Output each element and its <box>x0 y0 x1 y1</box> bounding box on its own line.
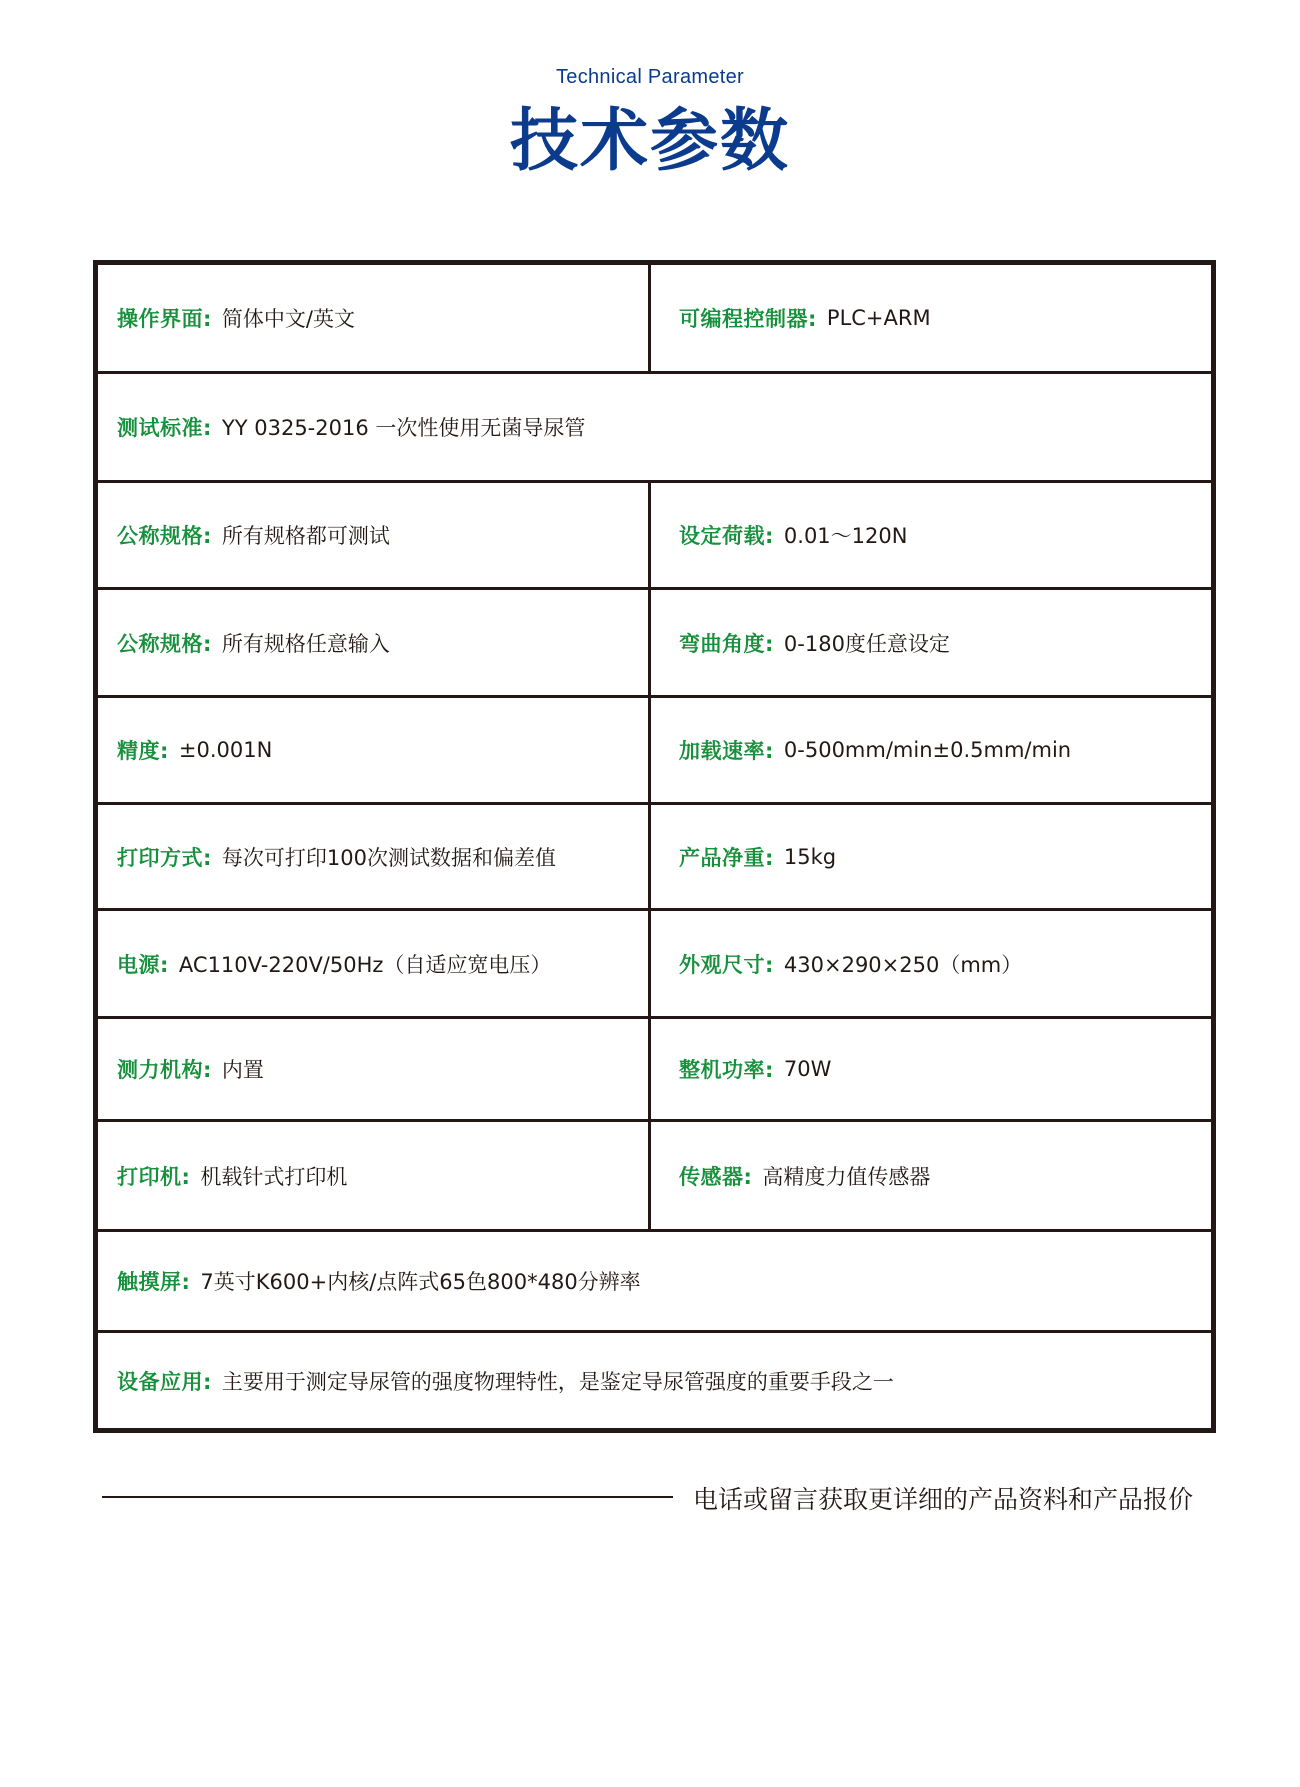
spec-test-standard <box>98 374 1211 480</box>
spec-value: 主要用于测定导尿管的强度物理特性，是鉴定导尿管强度的重要手段之一 <box>221 1369 894 1394</box>
spec-value: 0-500mm/min±0.5mm/min <box>783 738 1072 762</box>
spec-label: 整机功率: <box>679 1058 774 1082</box>
page-title: 技术参数 <box>509 102 790 181</box>
spec-value: 内置 <box>221 1058 264 1082</box>
spec-bending-angle <box>651 590 1211 695</box>
spec-value: 所有规格都可测试 <box>221 524 390 548</box>
spec-label: 触摸屏: <box>117 1270 191 1294</box>
spec-label: 测试标准: <box>117 416 212 440</box>
spec-value: 简体中文/英文 <box>221 307 355 331</box>
spec-value: ±0.001N <box>178 738 273 762</box>
spec-value: 7英寸K600+内核/点阵式65色800*480分辨率 <box>200 1270 641 1294</box>
spec-nominal-size-testable <box>98 483 651 587</box>
spec-label: 电源: <box>117 952 169 977</box>
spec-total-power <box>651 1019 1211 1119</box>
spec-operation-interface <box>98 265 651 371</box>
spec-label: 设备应用: <box>117 1369 212 1394</box>
spec-set-load <box>651 483 1211 587</box>
spec-power-supply <box>98 911 651 1016</box>
spec-row <box>98 1019 1211 1122</box>
spec-label: 打印机: <box>117 1164 191 1189</box>
spec-label: 传感器: <box>679 1164 753 1189</box>
spec-value: 0-180度任意设定 <box>783 631 950 656</box>
spec-dimensions <box>651 911 1211 1016</box>
spec-net-weight <box>651 805 1211 908</box>
spec-value: AC110V-220V/50Hz（自适应宽电压） <box>178 952 552 977</box>
spec-value: 所有规格任意输入 <box>221 631 390 656</box>
page-subtitle: Technical Parameter <box>555 66 744 88</box>
spec-label: 精度: <box>117 739 169 763</box>
spec-sensor <box>651 1122 1211 1229</box>
spec-label: 操作界面: <box>117 307 212 331</box>
spec-value: YY 0325-2016 一次性使用无菌导尿管 <box>221 416 586 440</box>
spec-row <box>98 805 1211 911</box>
spec-row <box>98 1122 1211 1232</box>
spec-row <box>98 590 1211 698</box>
spec-row <box>98 265 1211 374</box>
spec-force-mechanism <box>98 1019 651 1119</box>
spec-label: 打印方式: <box>117 845 212 870</box>
footer-divider <box>102 1496 673 1498</box>
spec-value: 机载针式打印机 <box>200 1164 348 1189</box>
spec-label: 外观尺寸: <box>679 952 774 977</box>
spec-printer <box>98 1122 651 1229</box>
spec-value: 70W <box>783 1057 832 1081</box>
spec-precision <box>98 698 651 802</box>
spec-table <box>93 260 1216 1433</box>
spec-value: 高精度力值传感器 <box>762 1164 931 1189</box>
spec-row <box>98 374 1211 483</box>
spec-print-mode <box>98 805 651 908</box>
spec-label: 公称规格: <box>117 524 212 548</box>
spec-label: 加载速率: <box>679 739 774 763</box>
spec-row <box>98 483 1211 590</box>
spec-application <box>98 1333 1211 1428</box>
spec-label: 设定荷载: <box>679 524 774 548</box>
spec-nominal-size-input <box>98 590 651 695</box>
spec-row <box>98 1333 1211 1428</box>
spec-value: PLC+ARM <box>826 306 931 330</box>
spec-value: 15kg <box>783 844 837 869</box>
spec-label: 弯曲角度: <box>679 631 774 656</box>
spec-value: 430×290×250（mm） <box>783 952 1023 977</box>
footer-contact-note: 电话或留言获取更详细的产品资料和产品报价 <box>693 1485 1194 1514</box>
spec-label: 产品净重: <box>679 845 774 870</box>
spec-programmable-controller <box>651 265 1211 371</box>
spec-row <box>98 698 1211 805</box>
spec-value: 每次可打印100次测试数据和偏差值 <box>221 845 556 870</box>
spec-label: 可编程控制器: <box>679 307 817 331</box>
spec-loading-rate <box>651 698 1211 802</box>
spec-label: 公称规格: <box>117 631 212 656</box>
spec-label: 测力机构: <box>117 1058 212 1082</box>
spec-touchscreen <box>98 1232 1211 1330</box>
spec-row <box>98 911 1211 1019</box>
spec-row <box>98 1232 1211 1333</box>
spec-value: 0.01～120N <box>783 524 908 548</box>
